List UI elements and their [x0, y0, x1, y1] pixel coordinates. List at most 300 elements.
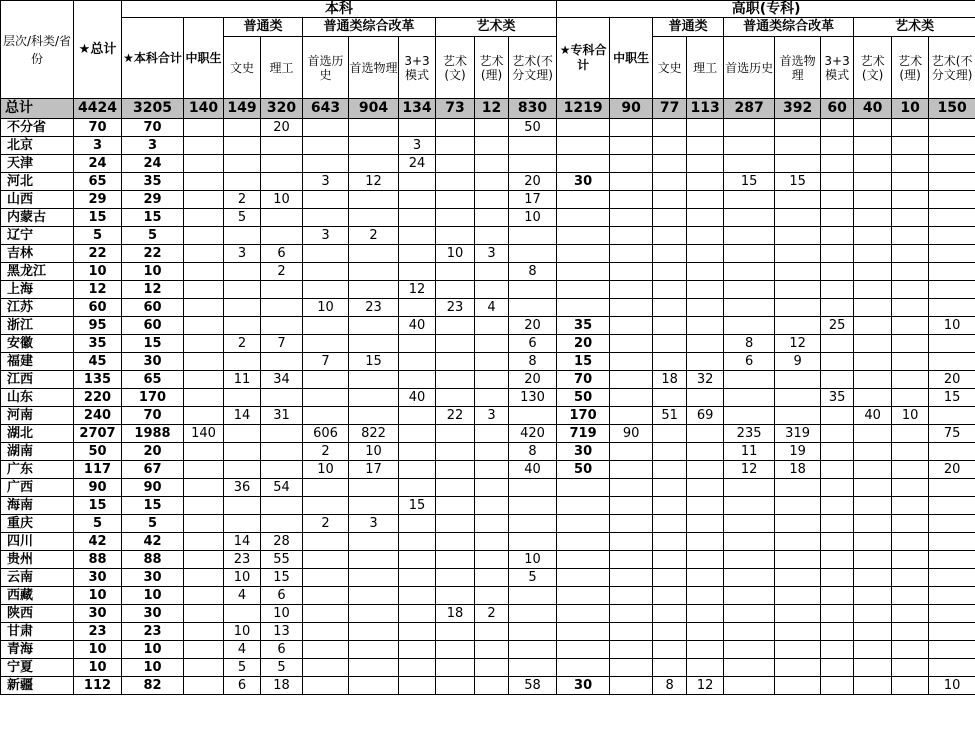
value-cell — [399, 299, 436, 317]
value-cell: 18 — [436, 605, 475, 623]
value-cell — [436, 389, 475, 407]
value-cell — [399, 659, 436, 677]
value-cell — [821, 371, 854, 389]
value-cell — [775, 569, 821, 587]
value-cell — [557, 623, 610, 641]
value-cell — [184, 137, 224, 155]
value-cell — [821, 443, 854, 461]
value-cell — [775, 155, 821, 173]
value-cell — [224, 137, 261, 155]
value-cell — [557, 209, 610, 227]
value-cell — [653, 533, 687, 551]
value-cell: 10 — [436, 245, 475, 263]
value-cell — [892, 371, 929, 389]
value-cell: 24 — [74, 155, 122, 173]
value-cell — [184, 533, 224, 551]
value-cell: 11 — [724, 443, 775, 461]
value-cell — [724, 623, 775, 641]
benke-gaige-header: 普通类综合改革 — [303, 18, 436, 37]
table-row — [1, 335, 975, 353]
value-cell: 904 — [349, 99, 399, 119]
value-cell: 10 — [892, 99, 929, 119]
value-cell — [610, 119, 653, 137]
value-cell: 420 — [509, 425, 557, 443]
value-cell — [775, 263, 821, 281]
province-cell: 广东 — [1, 461, 74, 479]
value-cell — [892, 623, 929, 641]
value-cell: 23 — [436, 299, 475, 317]
value-cell: 15 — [399, 497, 436, 515]
value-cell: 3205 — [122, 99, 184, 119]
province-cell: 内蒙古 — [1, 209, 74, 227]
value-cell — [303, 497, 349, 515]
value-cell: 22 — [436, 407, 475, 425]
value-cell — [436, 371, 475, 389]
value-cell: 5 — [224, 209, 261, 227]
value-cell — [261, 281, 303, 299]
value-cell — [261, 515, 303, 533]
table-row — [1, 263, 975, 281]
value-cell — [892, 245, 929, 263]
value-cell — [892, 461, 929, 479]
value-cell: 82 — [122, 677, 184, 695]
value-cell: 149 — [224, 99, 261, 119]
value-cell: 20 — [929, 371, 975, 389]
value-cell — [653, 227, 687, 245]
value-cell — [610, 191, 653, 209]
value-cell — [687, 497, 724, 515]
value-cell — [724, 677, 775, 695]
value-cell — [892, 299, 929, 317]
value-cell: 4424 — [74, 99, 122, 119]
value-cell — [724, 389, 775, 407]
table-row — [1, 371, 975, 389]
value-cell — [687, 227, 724, 245]
value-cell — [687, 461, 724, 479]
value-cell: 42 — [74, 533, 122, 551]
column-header: 文史 — [653, 37, 687, 99]
value-cell: 320 — [261, 99, 303, 119]
province-cell: 湖南 — [1, 443, 74, 461]
value-cell — [610, 155, 653, 173]
value-cell — [775, 587, 821, 605]
value-cell: 29 — [122, 191, 184, 209]
value-cell — [509, 623, 557, 641]
table-row — [1, 173, 975, 191]
value-cell: 42 — [122, 533, 184, 551]
value-cell — [724, 479, 775, 497]
value-cell — [687, 389, 724, 407]
value-cell: 7 — [303, 353, 349, 371]
value-cell — [399, 605, 436, 623]
value-cell — [653, 353, 687, 371]
value-cell — [821, 245, 854, 263]
value-cell — [724, 155, 775, 173]
value-cell: 35 — [122, 173, 184, 191]
column-header: 艺术(文) — [854, 37, 892, 99]
table-body — [1, 99, 975, 695]
value-cell — [687, 299, 724, 317]
value-cell — [509, 299, 557, 317]
value-cell — [687, 425, 724, 443]
value-cell — [399, 461, 436, 479]
value-cell — [399, 551, 436, 569]
value-cell: 30 — [122, 569, 184, 587]
value-cell — [929, 263, 975, 281]
value-cell — [821, 569, 854, 587]
value-cell — [929, 137, 975, 155]
value-cell — [303, 641, 349, 659]
value-cell — [610, 677, 653, 695]
province-cell: 宁夏 — [1, 659, 74, 677]
value-cell — [261, 353, 303, 371]
value-cell — [184, 461, 224, 479]
value-cell: 15 — [74, 497, 122, 515]
value-cell: 70 — [74, 119, 122, 137]
value-cell — [892, 443, 929, 461]
column-header: 艺术(不分文理) — [929, 37, 975, 99]
value-cell: 50 — [557, 461, 610, 479]
value-cell: 23 — [122, 623, 184, 641]
value-cell — [184, 317, 224, 335]
value-cell — [349, 497, 399, 515]
value-cell — [775, 659, 821, 677]
value-cell: 50 — [509, 119, 557, 137]
value-cell: 319 — [775, 425, 821, 443]
value-cell: 10 — [224, 569, 261, 587]
value-cell: 15 — [122, 209, 184, 227]
province-cell: 山西 — [1, 191, 74, 209]
column-header: 首选历史 — [303, 37, 349, 99]
value-cell: 140 — [184, 425, 224, 443]
value-cell — [349, 155, 399, 173]
value-cell — [184, 569, 224, 587]
value-cell: 29 — [74, 191, 122, 209]
value-cell — [436, 443, 475, 461]
value-cell — [653, 209, 687, 227]
value-cell — [184, 335, 224, 353]
value-cell — [687, 587, 724, 605]
value-cell — [821, 353, 854, 371]
value-cell: 19 — [775, 443, 821, 461]
value-cell: 55 — [261, 551, 303, 569]
value-cell — [854, 605, 892, 623]
value-cell — [399, 353, 436, 371]
value-cell: 22 — [74, 245, 122, 263]
value-cell — [184, 191, 224, 209]
value-cell: 35 — [821, 389, 854, 407]
column-header: 艺术(理) — [475, 37, 509, 99]
value-cell: 10 — [74, 659, 122, 677]
value-cell — [724, 227, 775, 245]
province-cell: 总计 — [1, 99, 74, 119]
value-cell — [303, 605, 349, 623]
value-cell — [436, 191, 475, 209]
value-cell — [854, 623, 892, 641]
value-cell — [184, 227, 224, 245]
value-cell — [687, 623, 724, 641]
value-cell — [821, 155, 854, 173]
value-cell — [854, 173, 892, 191]
value-cell — [436, 173, 475, 191]
value-cell — [475, 533, 509, 551]
value-cell: 17 — [349, 461, 399, 479]
table-row — [1, 425, 975, 443]
value-cell — [821, 407, 854, 425]
value-cell — [610, 659, 653, 677]
value-cell — [399, 623, 436, 641]
value-cell — [854, 299, 892, 317]
value-cell — [854, 119, 892, 137]
corner-header: 层次/科类/省份 — [1, 1, 74, 99]
value-cell: 70 — [122, 407, 184, 425]
value-cell — [610, 407, 653, 425]
value-cell — [892, 497, 929, 515]
value-cell — [854, 263, 892, 281]
value-cell — [929, 533, 975, 551]
value-cell — [509, 227, 557, 245]
table-row — [1, 677, 975, 695]
value-cell — [349, 209, 399, 227]
value-cell: 3 — [74, 137, 122, 155]
value-cell: 3 — [475, 407, 509, 425]
value-cell: 8 — [653, 677, 687, 695]
value-cell — [687, 533, 724, 551]
value-cell — [854, 335, 892, 353]
value-cell: 11 — [224, 371, 261, 389]
value-cell: 40 — [399, 317, 436, 335]
value-cell — [224, 119, 261, 137]
value-cell: 77 — [653, 99, 687, 119]
value-cell — [399, 407, 436, 425]
value-cell: 30 — [557, 443, 610, 461]
value-cell — [224, 605, 261, 623]
value-cell: 50 — [557, 389, 610, 407]
column-header: 文史 — [224, 37, 261, 99]
value-cell — [475, 623, 509, 641]
value-cell — [892, 191, 929, 209]
value-cell: 15 — [349, 353, 399, 371]
value-cell — [610, 209, 653, 227]
value-cell — [892, 155, 929, 173]
value-cell — [929, 209, 975, 227]
value-cell — [261, 389, 303, 407]
value-cell — [821, 425, 854, 443]
value-cell — [349, 659, 399, 677]
province-cell: 四川 — [1, 533, 74, 551]
value-cell — [821, 479, 854, 497]
value-cell — [303, 137, 349, 155]
value-cell: 36 — [224, 479, 261, 497]
value-cell — [775, 317, 821, 335]
value-cell — [929, 155, 975, 173]
value-cell — [475, 515, 509, 533]
value-cell — [687, 155, 724, 173]
value-cell — [399, 335, 436, 353]
value-cell — [436, 227, 475, 245]
value-cell: 90 — [74, 479, 122, 497]
value-cell — [892, 389, 929, 407]
province-cell: 海南 — [1, 497, 74, 515]
province-cell: 安徽 — [1, 335, 74, 353]
value-cell — [184, 209, 224, 227]
value-cell — [399, 443, 436, 461]
column-header: 理工 — [261, 37, 303, 99]
province-cell: 北京 — [1, 137, 74, 155]
value-cell — [261, 173, 303, 191]
value-cell: 70 — [122, 119, 184, 137]
value-cell — [184, 299, 224, 317]
grand-total-header: ★总计 — [74, 1, 122, 99]
province-cell: 江西 — [1, 371, 74, 389]
value-cell: 67 — [122, 461, 184, 479]
value-cell — [436, 533, 475, 551]
value-cell — [929, 407, 975, 425]
value-cell: 830 — [509, 99, 557, 119]
value-cell — [184, 119, 224, 137]
column-header: 首选历史 — [724, 37, 775, 99]
value-cell — [349, 335, 399, 353]
value-cell — [892, 227, 929, 245]
column-header: 首选物理 — [775, 37, 821, 99]
value-cell — [303, 677, 349, 695]
table-row — [1, 461, 975, 479]
value-cell: 3 — [303, 227, 349, 245]
value-cell: 8 — [724, 335, 775, 353]
value-cell — [724, 659, 775, 677]
value-cell — [475, 137, 509, 155]
value-cell — [349, 137, 399, 155]
value-cell — [557, 569, 610, 587]
value-cell — [610, 371, 653, 389]
value-cell — [436, 425, 475, 443]
value-cell: 95 — [74, 317, 122, 335]
value-cell: 4 — [475, 299, 509, 317]
value-cell — [303, 551, 349, 569]
value-cell: 10 — [303, 461, 349, 479]
value-cell — [724, 515, 775, 533]
value-cell — [854, 389, 892, 407]
gaozhi-gaige-header: 普通类综合改革 — [724, 18, 854, 37]
province-cell: 黑龙江 — [1, 263, 74, 281]
value-cell — [821, 677, 854, 695]
value-cell — [892, 317, 929, 335]
value-cell — [929, 569, 975, 587]
value-cell — [653, 605, 687, 623]
value-cell — [509, 605, 557, 623]
table-row — [1, 641, 975, 659]
value-cell: 25 — [821, 317, 854, 335]
value-cell — [724, 407, 775, 425]
value-cell — [224, 281, 261, 299]
value-cell — [687, 209, 724, 227]
value-cell: 22 — [122, 245, 184, 263]
province-cell: 甘肃 — [1, 623, 74, 641]
benke-zhongzhi-header: 中职生 — [184, 18, 224, 99]
value-cell — [303, 281, 349, 299]
value-cell — [349, 263, 399, 281]
value-cell — [775, 245, 821, 263]
value-cell — [929, 335, 975, 353]
benke-header: 本科 — [122, 1, 557, 18]
value-cell — [724, 497, 775, 515]
value-cell — [892, 353, 929, 371]
value-cell — [854, 191, 892, 209]
value-cell: 90 — [122, 479, 184, 497]
value-cell: 20 — [122, 443, 184, 461]
value-cell — [653, 659, 687, 677]
value-cell: 20 — [557, 335, 610, 353]
value-cell: 3 — [349, 515, 399, 533]
value-cell — [854, 515, 892, 533]
value-cell: 88 — [74, 551, 122, 569]
value-cell — [653, 425, 687, 443]
value-cell: 18 — [775, 461, 821, 479]
value-cell — [557, 497, 610, 515]
value-cell — [821, 605, 854, 623]
value-cell: 60 — [122, 317, 184, 335]
value-cell — [687, 659, 724, 677]
value-cell — [687, 353, 724, 371]
value-cell — [892, 587, 929, 605]
value-cell — [653, 551, 687, 569]
value-cell: 10 — [122, 641, 184, 659]
value-cell — [775, 623, 821, 641]
value-cell: 51 — [653, 407, 687, 425]
value-cell: 3 — [399, 137, 436, 155]
value-cell — [475, 371, 509, 389]
value-cell — [303, 119, 349, 137]
value-cell — [821, 263, 854, 281]
value-cell — [557, 281, 610, 299]
value-cell: 117 — [74, 461, 122, 479]
value-cell — [854, 353, 892, 371]
total-row — [1, 99, 975, 119]
value-cell — [261, 299, 303, 317]
value-cell — [509, 479, 557, 497]
value-cell — [821, 335, 854, 353]
value-cell — [775, 209, 821, 227]
value-cell — [929, 623, 975, 641]
value-cell — [399, 191, 436, 209]
value-cell — [653, 623, 687, 641]
value-cell — [509, 659, 557, 677]
value-cell — [261, 227, 303, 245]
value-cell — [349, 587, 399, 605]
province-cell: 河北 — [1, 173, 74, 191]
value-cell — [929, 479, 975, 497]
value-cell — [687, 119, 724, 137]
value-cell — [349, 317, 399, 335]
value-cell: 5 — [74, 227, 122, 245]
value-cell — [724, 209, 775, 227]
value-cell — [775, 677, 821, 695]
province-cell: 湖北 — [1, 425, 74, 443]
value-cell: 135 — [74, 371, 122, 389]
value-cell: 134 — [399, 99, 436, 119]
value-cell — [854, 551, 892, 569]
table-row — [1, 209, 975, 227]
province-cell: 辽宁 — [1, 227, 74, 245]
value-cell: 14 — [224, 533, 261, 551]
value-cell — [854, 425, 892, 443]
value-cell: 5 — [122, 227, 184, 245]
value-cell: 113 — [687, 99, 724, 119]
value-cell — [724, 551, 775, 569]
province-cell: 西藏 — [1, 587, 74, 605]
value-cell — [349, 533, 399, 551]
value-cell — [436, 479, 475, 497]
